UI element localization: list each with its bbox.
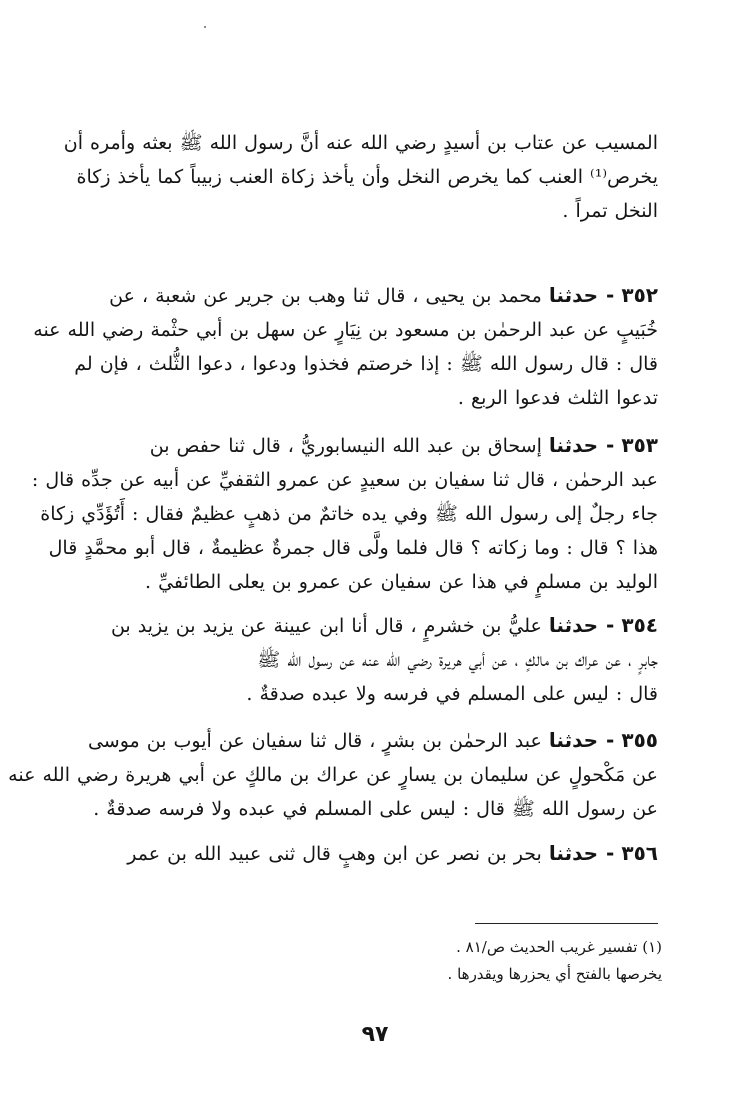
paper-speck bbox=[204, 26, 206, 28]
hadith-355-first-line: ٣٥٥ - حدثنا عبد الرحمٰن بن بشرٍ ، قال ثنا سفيان عن أيوب بن موسى bbox=[87, 728, 658, 752]
hadith-352-first-line: ٣٥٢ - حدثنا محمد بن يحيى ، قال ثنا وهب بن جرير عن شعبة ، عن bbox=[109, 283, 658, 307]
footnotes bbox=[300, 934, 662, 988]
hadith-354-line-3: قال : ليس على المسلم في فرسه ولا عبده صدقةٌ . bbox=[246, 683, 658, 705]
hadith-353-line-3: جاء رجلٌ إلى رسول الله ﷺ وفي يده خاتمٌ من ذهبٍ عظيمٌ فقال : أَتُؤَدِّي زكاة bbox=[40, 503, 658, 525]
hadith-352-line-2: خُبَيبٍ عن عبد الرحمٰن بن مسعود بن نِيَارٍ عن سهل بن أبي حثْمة رضي الله عنه bbox=[33, 319, 658, 341]
haddathana-keyword: حدثنا bbox=[548, 613, 599, 637]
intro-line-1: المسيب عن عتاب بن أسيدٍ رضي الله عنه أنَّ رسول الله ﷺ بعثه وأمره أن bbox=[63, 132, 658, 154]
hadith-354 bbox=[92, 608, 658, 711]
hadith-353-first-line: ٣٥٣ - حدثنا إسحاق بن عبد الله النيسابوريُّ ، قال ثنا حفص بن bbox=[149, 433, 658, 457]
hadith-353-line-2: عبد الرحمٰن ، قال ثنا سفيان بن سعيدٍ عن عمرو الثقفيِّ عن أبيه عن جدِّه قال : bbox=[31, 469, 658, 491]
isnad-start: عبد الرحمٰن بن بشرٍ ، قال ثنا سفيان عن أيوب بن موسى bbox=[87, 730, 542, 752]
footnote-1-continuation: يخرصها بالفتح أي يحزرها ويقدرها . bbox=[447, 965, 662, 983]
isnad-start: محمد بن يحيى ، قال ثنا وهب بن جرير عن شعبة ، عن bbox=[109, 285, 542, 307]
hadith-353-line-4: هذا ؟ قال : وما زكاته ؟ قال فلما ولَّى قال جمرةٌ عظيمةٌ ، قال أبو محمَّدٍ قال bbox=[48, 537, 658, 559]
hadith-353 bbox=[31, 428, 658, 599]
hadith-number: ٣٥٢ bbox=[621, 283, 658, 307]
isnad-start: عليُّ بن خشرمٍ ، قال أنا ابن عيينة عن يزيد بن يزيد بن bbox=[110, 615, 542, 637]
hadith-355-line-2: عن مَكْحولٍ عن سليمان بن يسارٍ عن عراك بن مالكٍ عن أبي هريرة رضي الله عنه bbox=[8, 764, 658, 786]
hadith-355-line-3: عن رسول الله ﷺ قال : ليس على المسلم في عبده ولا فرسه صدقةٌ . bbox=[93, 798, 658, 820]
hadith-355 bbox=[8, 723, 658, 826]
hadith-number: ٣٥٤ bbox=[621, 613, 658, 637]
hadith-number: ٣٥٥ bbox=[621, 728, 658, 752]
haddathana-keyword: حدثنا bbox=[548, 433, 599, 457]
hadith-354-first-line: ٣٥٤ - حدثنا عليُّ بن خشرمٍ ، قال أنا ابن عيينة عن يزيد بن يزيد بن bbox=[110, 613, 658, 637]
hadith-356-first-line: ٣٥٦ - حدثنا بحر بن نصر عن ابن وهبٍ قال ثنى عبيد الله بن عمر bbox=[127, 841, 658, 865]
hadith-number: ٣٥٦ bbox=[621, 841, 658, 865]
intro-line-2: يخرص⁽¹⁾ العنب كما يخرص النخل وأن يأخذ زكاة العنب زبيباً كما يأخذ زكاة bbox=[76, 166, 658, 188]
hadith-356 bbox=[92, 836, 658, 871]
isnad-start: بحر بن نصر عن ابن وهبٍ قال ثنى عبيد الله بن عمر bbox=[127, 843, 542, 865]
intro-paragraph bbox=[63, 126, 658, 228]
hadith-352-line-3: قال : قال رسول الله ﷺ : إذا خرصتم فخذوا ودعوا ، دعوا الثُّلث ، فإن لم bbox=[74, 353, 658, 375]
hadith-353-line-5: الوليد بن مسلمٍ في هذا عن سفيان عن عمرو بن يعلى الطائفيِّ . bbox=[145, 571, 658, 593]
haddathana-keyword: حدثنا bbox=[548, 283, 599, 307]
hadith-352-line-4: تدعوا الثلث فدعوا الربع . bbox=[457, 387, 658, 409]
footnote-divider bbox=[475, 923, 658, 924]
footnote-1: (١) تفسير غريب الحديث ص/٨١ . bbox=[456, 938, 662, 956]
page-number: ٩٧ bbox=[361, 1022, 389, 1047]
hadith-number: ٣٥٣ bbox=[621, 433, 658, 457]
haddathana-keyword: حدثنا bbox=[548, 841, 599, 865]
hadith-354-line-2: جابرٍ ، عن عراك بن مالكٍ ، عن أبي هريرة رضي الله عنه عن رسول الله ﷺ bbox=[257, 649, 658, 671]
isnad-start: إسحاق بن عبد الله النيسابوريُّ ، قال ثنا حفص بن bbox=[149, 435, 542, 457]
hadith-352 bbox=[33, 278, 658, 415]
intro-line-3: النخل تمراً . bbox=[562, 200, 658, 222]
haddathana-keyword: حدثنا bbox=[548, 728, 599, 752]
